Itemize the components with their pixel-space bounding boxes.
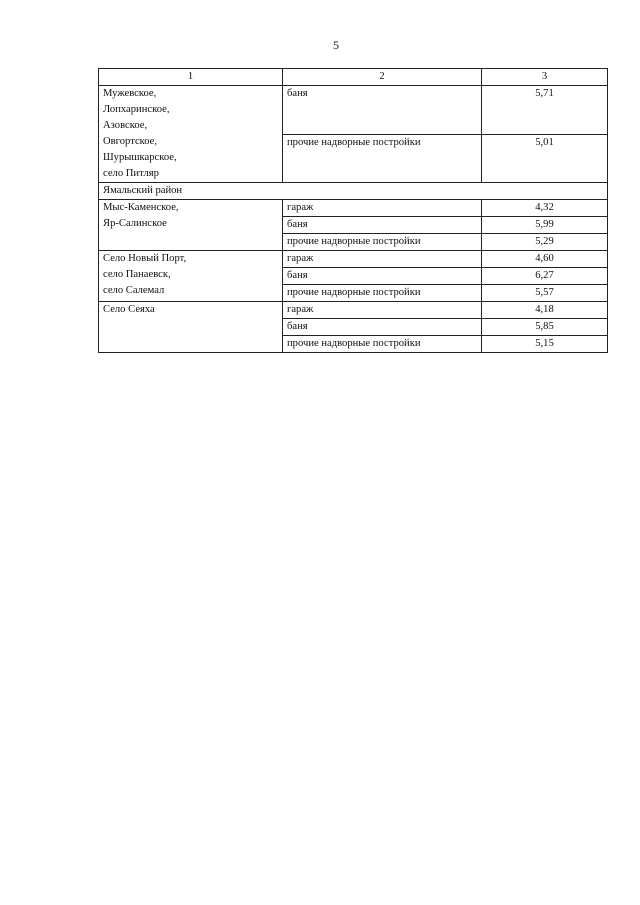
area-cell: Мужевское, Лопхаринское, Азовское, Овгортское, Шурышкарское, село Питляр: [99, 86, 283, 183]
building-type-cell: гараж: [283, 251, 482, 268]
area-cell: Мыс-Каменское, Яр-Салинское: [99, 200, 283, 251]
rates-table: [98, 68, 608, 353]
table-row: [99, 251, 608, 268]
column-header-3: 3: [482, 69, 608, 86]
table-row: [99, 86, 608, 135]
coefficient-cell: 5,01: [482, 134, 608, 183]
coefficient-cell: 6,27: [482, 268, 608, 285]
building-type-cell: гараж: [283, 200, 482, 217]
column-header-1: 1: [99, 69, 283, 86]
coefficient-cell: 5,99: [482, 217, 608, 234]
building-type-cell: баня: [283, 319, 482, 336]
coefficient-cell: 5,15: [482, 336, 608, 353]
coefficient-cell: 4,18: [482, 302, 608, 319]
column-header-2: 2: [283, 69, 482, 86]
coefficient-cell: 5,57: [482, 285, 608, 302]
coefficient-cell: 4,60: [482, 251, 608, 268]
area-cell: Село Новый Порт, село Панаевск, село Салемал: [99, 251, 283, 302]
building-type-cell: баня: [283, 268, 482, 285]
table-row: [99, 302, 608, 319]
coefficient-cell: 5,71: [482, 86, 608, 135]
table-row: [99, 200, 608, 217]
building-type-cell: прочие надворные постройки: [283, 234, 482, 251]
building-type-cell: баня: [283, 217, 482, 234]
district-row: [99, 183, 608, 200]
page-number: 5: [333, 38, 339, 52]
coefficient-cell: 5,29: [482, 234, 608, 251]
coefficient-cell: 5,85: [482, 319, 608, 336]
district-cell: Ямальский район: [99, 183, 608, 200]
area-cell: Село Сеяха: [99, 302, 283, 353]
building-type-cell: прочие надворные постройки: [283, 134, 482, 183]
building-type-cell: гараж: [283, 302, 482, 319]
building-type-cell: прочие надворные постройки: [283, 336, 482, 353]
building-type-cell: прочие надворные постройки: [283, 285, 482, 302]
building-type-cell: баня: [283, 86, 482, 135]
coefficient-cell: 4,32: [482, 200, 608, 217]
table-header-row: [99, 69, 608, 86]
